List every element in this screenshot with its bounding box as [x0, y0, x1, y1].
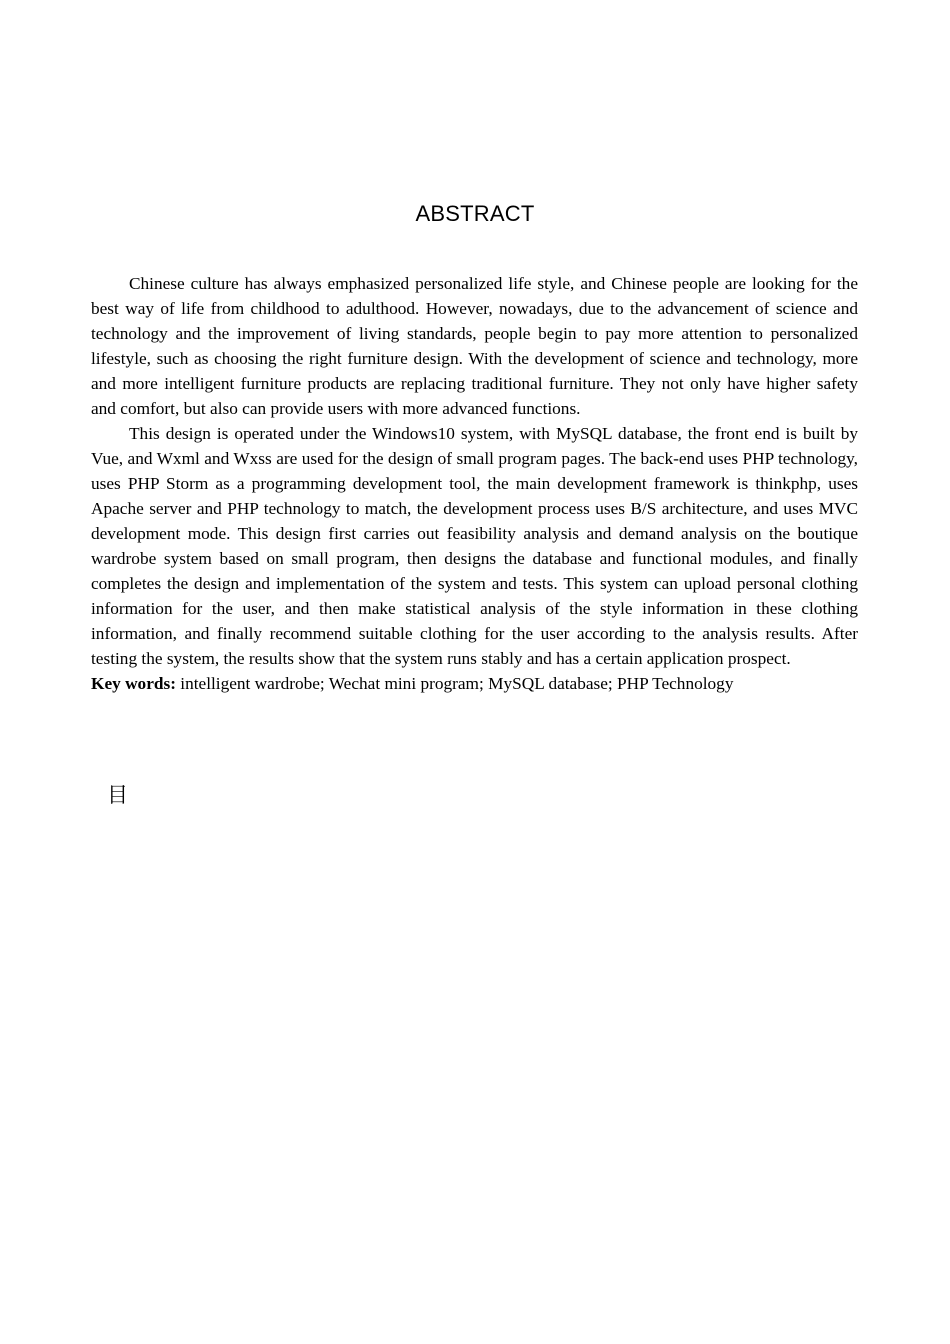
- abstract-paragraph-2: This design is operated under the Windows10 system, with MySQL database, the front end is built by Vue, and Wxml and Wxss are used for the design of small program pages. The back-end uses PHP technology, uses PHP Storm as a programming development tool, the main development framework is thinkphp, uses Apache server and PHP technology to match, the development process uses B/S architecture, and uses MVC development mode. This design first carries out feasibility analysis and demand analysis on the boutique wardrobe system based on small program, then designs the database and functional modules, and finally completes the design and implementation of the system and tests. This system can upload personal clothing information for the user, and then make statistical analysis of the style information in these clothing information, and finally recommend suitable clothing for the user according to the analysis results. After testing the system, the results show that the system runs stably and has a certain application prospect.: [91, 424, 858, 668]
- keywords-text: intelligent wardrobe; Wechat mini program; MySQL database; PHP Technology: [175, 674, 734, 693]
- abstract-paragraph-1: Chinese culture has always emphasized personalized life style, and Chinese people are looking for the best way of life from childhood to adulthood. However, nowadays, due to the advancement of science and technology and the improvement of living standards, people begin to pay more attention to personalized lifestyle, such as choosing the right furniture design. With the development of science and technology, more and more intelligent furniture products are replacing traditional furniture. They not only have higher safety and comfort, but also can provide users with more advanced functions.: [91, 274, 858, 418]
- toc-heading: 目: [107, 783, 128, 807]
- abstract-title: ABSTRACT: [415, 201, 535, 226]
- keywords-line: [91, 671, 858, 696]
- keywords-label: Key words:: [91, 674, 176, 693]
- abstract-body: [91, 271, 858, 696]
